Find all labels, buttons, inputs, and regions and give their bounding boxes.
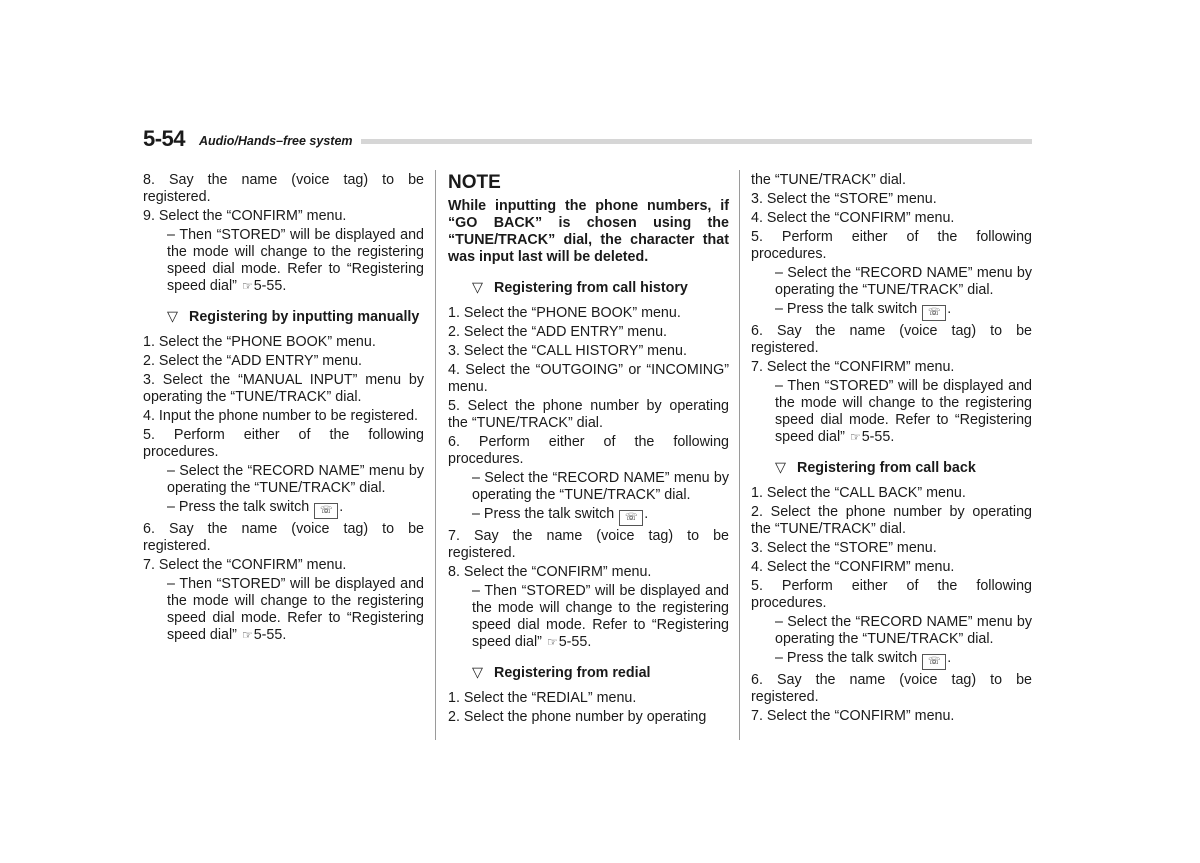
step-text: 8. Say the name (voice tag) to be registered. <box>143 172 424 205</box>
triangle-icon: ▽ <box>775 460 786 476</box>
step-text: 9. Select the “CONFIRM” menu. <box>143 208 347 224</box>
step-text: 2. Select the phone number by operating <box>448 709 707 725</box>
note-body: While inputting the phone numbers, if “GO BACK” is chosen using the “TUNE/TRACK” dial, the character that was input last will be deleted. <box>448 198 729 265</box>
subsection-heading: ▽ Registering from redial <box>472 665 651 681</box>
reference-arrow-icon: ☞ <box>241 628 253 642</box>
step-text: 5. Select the phone number by operating the “TUNE/TRACK” dial. <box>448 398 729 431</box>
step-text: 7. Select the “CONFIRM” menu. <box>751 708 955 724</box>
subsection-heading: ▽ Registering from call back <box>775 460 976 476</box>
step-text: 3. Select the “CALL HISTORY” menu. <box>448 343 687 359</box>
step-text: 1. Select the “PHONE BOOK” menu. <box>448 305 681 321</box>
sub-step-text: – Then “STORED” will be displayed and the mode will change to the registering speed dial mode. Refer to “Registering speed dial” ☞5-55. <box>167 227 424 294</box>
reference-arrow-icon: ☞ <box>241 279 253 293</box>
column-left <box>143 172 424 646</box>
sub-step-text: – Press the talk switch ☏ . <box>775 301 1032 321</box>
step-text: 3. Select the “STORE” menu. <box>751 191 937 207</box>
step-text: 7. Select the “CONFIRM” menu. <box>143 557 347 573</box>
step-text: 5. Perform either of the following procedures. <box>143 427 424 460</box>
step-text: 6. Say the name (voice tag) to be registered. <box>751 672 1032 705</box>
sub-step-text: – Press the talk switch ☏ . <box>167 499 424 519</box>
step-text: 6. Say the name (voice tag) to be registered. <box>143 521 424 554</box>
step-text: 8. Select the “CONFIRM” menu. <box>448 564 652 580</box>
step-text: 5. Perform either of the following procedures. <box>751 578 1032 611</box>
step-text: 3. Select the “STORE” menu. <box>751 540 937 556</box>
reference-arrow-icon: ☞ <box>546 635 558 649</box>
sub-step-text: – Then “STORED” will be displayed and the mode will change to the registering speed dial mode. Refer to “Registering speed dial” ☞5-55. <box>472 583 729 650</box>
step-text: 1. Select the “REDIAL” menu. <box>448 690 637 706</box>
sub-step-text: – Select the “RECORD NAME” menu by operating the “TUNE/TRACK” dial. <box>167 463 424 496</box>
step-text: 6. Say the name (voice tag) to be registered. <box>751 323 1032 356</box>
sub-step-text: – Press the talk switch ☏ . <box>472 506 729 526</box>
sub-step-text: – Select the “RECORD NAME” menu by operating the “TUNE/TRACK” dial. <box>775 265 1032 298</box>
step-text: 4. Select the “CONFIRM” menu. <box>751 210 955 226</box>
triangle-icon: ▽ <box>472 280 483 296</box>
step-text: 4. Input the phone number to be registered. <box>143 408 419 424</box>
step-text: the “TUNE/TRACK” dial. <box>751 172 906 188</box>
page-header <box>143 126 1032 150</box>
sub-step-text: – Then “STORED” will be displayed and the mode will change to the registering speed dial mode. Refer to “Registering speed dial” ☞5-55. <box>775 378 1032 445</box>
sub-step-text: – Select the “RECORD NAME” menu by operating the “TUNE/TRACK” dial. <box>775 614 1032 647</box>
step-text: 5. Perform either of the following procedures. <box>751 229 1032 262</box>
page-number: 5-54 <box>143 126 186 151</box>
step-text: 7. Select the “CONFIRM” menu. <box>751 359 955 375</box>
step-text: 4. Select the “CONFIRM” menu. <box>751 559 955 575</box>
talk-switch-icon: ☏ <box>314 503 338 519</box>
sub-step-text: – Select the “RECORD NAME” menu by operating the “TUNE/TRACK” dial. <box>472 470 729 503</box>
triangle-icon: ▽ <box>472 665 483 681</box>
section-title: Audio/Hands–free system <box>199 134 353 148</box>
talk-switch-icon: ☏ <box>922 654 946 670</box>
step-text: 4. Select the “OUTGOING” or “INCOMING” menu. <box>448 362 729 395</box>
note-title: NOTE <box>448 172 501 193</box>
talk-switch-icon: ☏ <box>922 305 946 321</box>
reference-arrow-icon: ☞ <box>849 430 861 444</box>
column-right <box>751 172 1032 727</box>
talk-switch-icon: ☏ <box>619 510 643 526</box>
column-middle <box>448 172 729 728</box>
column-divider <box>739 170 740 740</box>
step-text: 1. Select the “PHONE BOOK” menu. <box>143 334 376 350</box>
step-text: 6. Perform either of the following procedures. <box>448 434 729 467</box>
subsection-heading: ▽ Registering by inputting manually <box>167 309 420 325</box>
header-rule <box>361 139 1032 144</box>
column-divider <box>435 170 436 740</box>
sub-step-text: – Press the talk switch ☏ . <box>775 650 1032 670</box>
subsection-heading: ▽ Registering from call history <box>472 280 688 296</box>
step-text: 2. Select the phone number by operating the “TUNE/TRACK” dial. <box>751 504 1032 537</box>
step-text: 7. Say the name (voice tag) to be registered. <box>448 528 729 561</box>
step-text: 2. Select the “ADD ENTRY” menu. <box>448 324 668 340</box>
step-text: 3. Select the “MANUAL INPUT” menu by operating the “TUNE/TRACK” dial. <box>143 372 424 405</box>
triangle-icon: ▽ <box>167 309 178 325</box>
step-text: 2. Select the “ADD ENTRY” menu. <box>143 353 363 369</box>
sub-step-text: – Then “STORED” will be displayed and the mode will change to the registering speed dial mode. Refer to “Registering speed dial” ☞5-55. <box>167 576 424 643</box>
step-text: 1. Select the “CALL BACK” menu. <box>751 485 966 501</box>
